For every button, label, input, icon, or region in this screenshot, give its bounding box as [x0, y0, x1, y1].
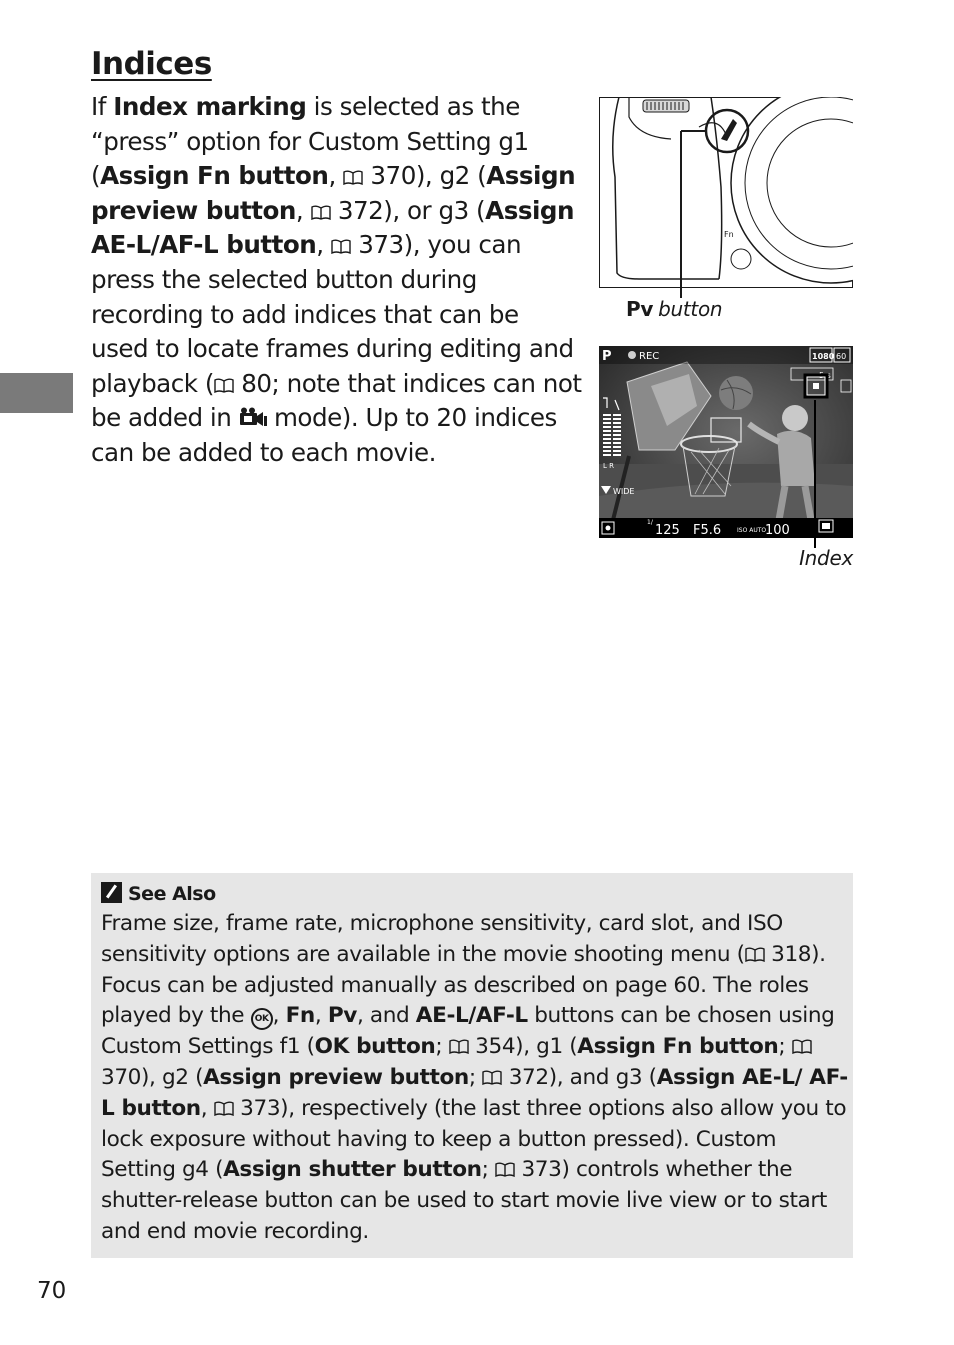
- index-callout-line: [814, 400, 816, 548]
- body-paragraph: If Index marking is selected as the “press” option for Custom Setting g1 (Assign Fn button, 370), g2 (Assign preview button, 372), or g3 (Assign AE-L/AF-L button, 373), you can press the selected button during recording to add indices that can be used to locate frames during editing and playback ( 80; note that indices can not be added in mode). Up to 20 indices can be added to each movie.: [91, 92, 582, 467]
- pv-glyph: Pv: [626, 297, 654, 321]
- book-reference-icon: [495, 1162, 515, 1177]
- index-marking-term: Index marking: [113, 92, 307, 121]
- see-also-pencil-icon: [101, 882, 122, 903]
- camera-front-illustration: [599, 97, 853, 288]
- book-reference-icon: [745, 947, 765, 962]
- assign-ael-term: Assign AE-L/AF-L button: [91, 195, 575, 260]
- assign-fn-term: Assign Fn button: [100, 161, 329, 191]
- lv-frame-rate: 60: [836, 352, 847, 361]
- index-caption: Index: [799, 546, 853, 570]
- ael-button-glyph: AE-L/AF-L: [415, 1003, 528, 1029]
- assign-preview-term: Assign preview button: [91, 161, 576, 225]
- lv-frame-size: 1080: [812, 352, 835, 361]
- rec-dot-icon: [628, 351, 636, 359]
- lv-mode: P: [602, 349, 612, 364]
- see-also-text: Frame size, frame rate, microphone sensitivity, card slot, and ISO sensitivity options are available in the movie shooting menu ( 318). Focus can be adjusted manually as described on page 60. The roles played by the OK , Fn, Pv, and AE-L/AF-L buttons can be chosen using Custom Settings f1 (OK button; 354), g1 (Assign Fn button; 370), g2 (Assign preview button; 372), and g3 (Assign AE-L/ AF-L button, 373), respectively (the last three options also allow you to lock exposure without having to keep a button pressed). Custom Setting g4 (Assign shutter button; 373) controls whether the shutter-release button can be used to start movie live view or to start and end movie recording.: [101, 911, 848, 1244]
- lv-iso-label: ISO AUTO: [737, 527, 767, 534]
- page-number: 70: [37, 1278, 67, 1304]
- book-reference-icon: [449, 1039, 469, 1054]
- lv-aperture: F5.6: [693, 523, 722, 538]
- lv-shutter: 125: [655, 523, 680, 538]
- see-also-box: [91, 873, 853, 1258]
- pv-button-glyph: Pv: [327, 1003, 357, 1029]
- book-reference-icon: [343, 170, 363, 185]
- book-reference-icon: [311, 205, 331, 220]
- book-reference-icon: [214, 1101, 234, 1116]
- section-title: Indices: [91, 46, 212, 82]
- index-marker-icon: [813, 383, 819, 389]
- chapter-thumb-tab: [0, 373, 73, 413]
- see-also-heading: See Also: [101, 882, 216, 905]
- pv-button-caption: Pv button: [626, 297, 723, 321]
- svg-text:1/: 1/: [647, 519, 653, 526]
- book-reference-icon: [331, 239, 351, 254]
- lv-channel: L R: [603, 462, 614, 470]
- movie-scene-icon: [239, 407, 267, 429]
- lv-wide: WIDE: [613, 487, 635, 496]
- lv-time-left: 5 s: [819, 371, 831, 380]
- fn-button-glyph: Fn: [285, 1003, 315, 1029]
- book-reference-icon: [792, 1039, 812, 1054]
- lv-iso-value: 100: [765, 523, 790, 538]
- book-reference-icon: [214, 378, 234, 393]
- fn-label: Fn: [724, 230, 734, 239]
- ok-button-icon: OK: [251, 1008, 273, 1030]
- book-reference-icon: [482, 1070, 502, 1085]
- lv-rec: REC: [639, 351, 660, 362]
